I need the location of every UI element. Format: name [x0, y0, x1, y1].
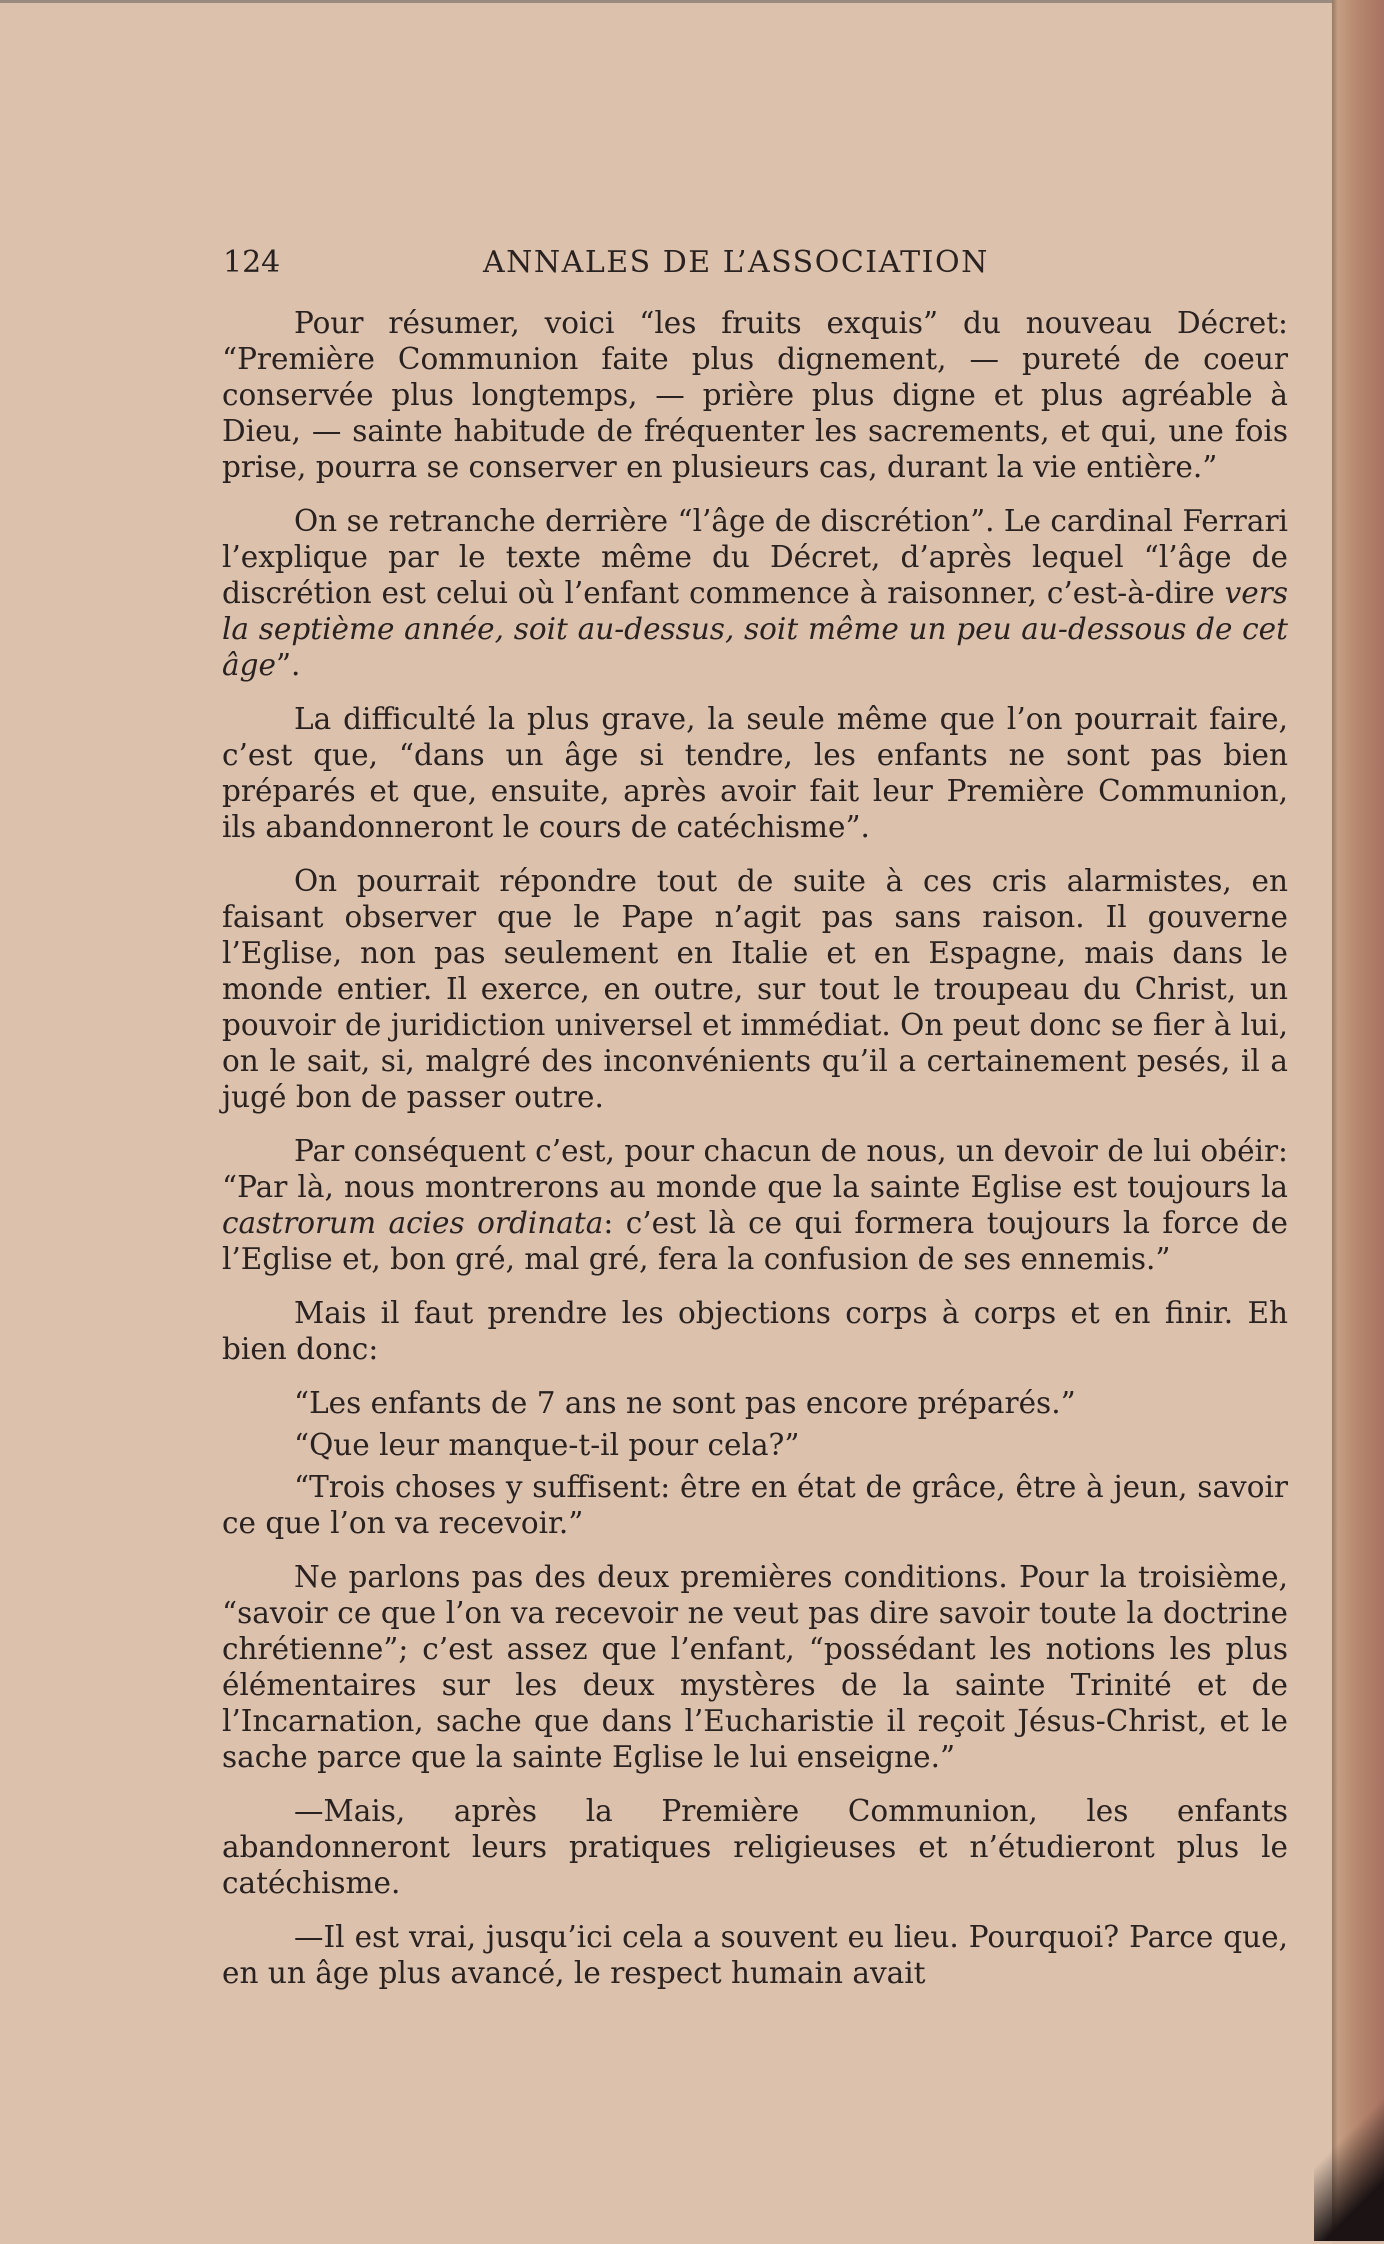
page-edge	[1332, 0, 1384, 2241]
paragraph: “Les enfants de 7 ans ne sont pas encore préparés.”	[294, 1386, 1076, 1420]
paragraph-text: : c’est là ce qui formera toujours la force de l’Eglise et, bon gré, mal gré, fera la confusion de ses ennemis.”	[222, 1206, 1288, 1276]
paragraph: —Mais, après la Première Communion, les enfants abandonneront leurs pratiques religieuses et n’étudieront plus le catéchisme.	[222, 1794, 1288, 1900]
paragraph-text: ”.	[275, 648, 301, 682]
paragraph: “Trois choses y suffisent: être en état de grâce, être à jeun, savoir ce que l’on va recevoir.”	[222, 1470, 1288, 1540]
page-number: 124	[223, 245, 281, 280]
latin-phrase: castrorum acies ordinata	[222, 1206, 604, 1240]
running-head: ANNALES DE L’ASSOCIATION	[483, 245, 989, 280]
paragraph: —Il est vrai, jusqu’ici cela a souvent eu lieu. Pourquoi? Parce que, en un âge plus avancé, le respect humain avait	[222, 1920, 1288, 1990]
paragraph: Ne parlons pas des deux premières conditions. Pour la troisième, “savoir ce que l’on va recevoir ne veut pas dire savoir toute la doctrine chrétienne”; c’est assez que l’enfant, “possédant les notions les plus élémentaires sur les deux mystères de la sainte Trinité et de l’Incarnation, sache que dans l’Eucharistie il reçoit Jésus-Christ, et le sache parce que la sainte Eglise le lui enseigne.”	[222, 1560, 1288, 1774]
paragraph: La difficulté la plus grave, la seule même que l’on pourrait faire, c’est que, “dans un âge si tendre, les enfants ne sont pas bien préparés et que, ensuite, après avoir fait leur Première Communion, ils abandonneront le cours de catéchisme”.	[222, 702, 1288, 844]
body-text	[222, 305, 1288, 2009]
paragraph: Pour résumer, voici “les fruits exquis” du nouveau Décret: “Première Communion faite plus dignement, — pureté de coeur conservée plus longtemps, — prière plus digne et plus agréable à Dieu, — sainte habitude de fréquenter les sacrements, et qui, une fois prise, pourra se conserver en plusieurs cas, durant la vie entière.”	[222, 306, 1288, 484]
paragraph: “Que leur manque-t-il pour cela?”	[294, 1428, 800, 1462]
paragraph-text: Par conséquent c’est, pour chacun de nous, un devoir de lui obéir: “Par là, nous montrerons au monde que la sainte Eglise est toujours la	[222, 1134, 1288, 1204]
paragraph	[222, 1133, 1288, 1277]
paragraph: Mais il faut prendre les objections corps à corps et en finir. Eh bien donc:	[222, 1296, 1288, 1366]
italic-quote: vers la septième année, soit au-dessus, soit même un peu au-dessous de cet âge	[222, 576, 1288, 682]
paragraph	[222, 503, 1288, 683]
page-header	[223, 243, 1048, 283]
paragraph-text: On se retranche derrière “l’âge de discrétion”. Le cardinal Ferrari l’explique par le texte même du Décret, d’après lequel “l’âge de discrétion est celui où l’enfant commence à raisonner, c’est-à-dire	[222, 504, 1288, 610]
paragraph: On pourrait répondre tout de suite à ces cris alarmistes, en faisant observer que le Pape n’agit pas sans raison. Il gouverne l’Eglise, non pas seulement en Italie et en Espagne, mais dans le monde entier. Il exerce, en outre, sur tout le troupeau du Christ, un pouvoir de juridiction universel et immédiat. On peut donc se fier à lui, on le sait, si, malgré des inconvénients qu’il a certainement pesés, il a jugé bon de passer outre.	[222, 864, 1288, 1114]
page-corner-shadow	[1314, 2071, 1384, 2241]
